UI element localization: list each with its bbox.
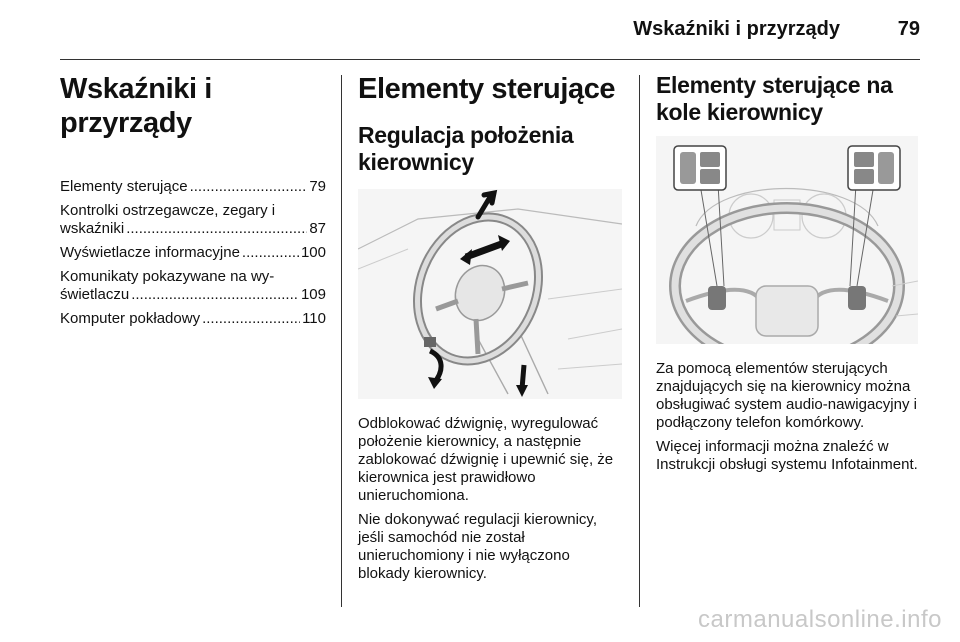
section-title: Elementy sterujące [358,73,616,105]
toc-leader-dots [190,178,308,196]
steering-adjust-column [358,72,624,589]
toc-item-title: Wyświetlacze informacyjne [60,244,240,261]
paragraph: Odblokować dźwignię, wyregulować położenie kierownicy, a następnie zablokować dźwignię i upewnić się, że kierownica jest prawidłowo unieruchomiona. [358,415,614,504]
toc-item-page: 79 [309,178,326,195]
wheel-controls-column [656,72,922,480]
running-header-title: Wskaźniki i przyrządy [633,18,840,40]
toc-item-page: 87 [309,220,326,237]
section-title: Elementy sterujące na kole kierownicy [656,72,893,125]
toc-leader-dots [126,220,307,238]
page-number: 79 [897,18,920,40]
toc-item-page: 109 [300,286,326,303]
toc-item-title: Komputer pokładowy [60,310,201,327]
toc-item-title: świetlaczu [60,286,130,303]
watermark: carmanualsonline.info [698,606,942,633]
column-divider-2 [639,75,640,607]
paragraph: Nie dokonywać regulacji kierownicy, jeśli samochód nie został unieruchomiony i nie wyłączono blokady kierownicy. [358,511,597,582]
paragraph: Więcej informacji można znaleźć w Instrukcji obsługi systemu Infotainment. [656,438,918,473]
toc-leader-dots [131,286,299,304]
toc-item-title: wskaźniki [60,220,125,237]
toc-item-title: Komunikaty pokazywane na wy- [60,268,275,285]
toc-item-page: 110 [302,310,326,327]
toc-item[interactable] [60,310,326,328]
chapter-title: Wskaźniki i przyrządy [60,73,212,139]
wheel-controls-illustration [656,136,918,344]
toc-leader-dots [202,310,300,328]
toc-item[interactable] [60,202,326,238]
toc-item[interactable] [60,268,326,304]
steering-adjust-illustration [358,189,622,399]
toc-item[interactable] [60,178,326,196]
subsection-title: Regulacja położenia kierownicy [358,122,574,175]
chapter-column [60,72,326,334]
toc-item[interactable] [60,244,326,262]
toc-item-page: 100 [300,244,326,261]
toc-item-title: Elementy sterujące [60,178,188,195]
column-divider-1 [341,75,342,607]
paragraph: Za pomocą elementów sterujących znajdujących się na kierownicy można obsługiwać system audio-nawigacyjny i podłączony telefon komórkowy. [656,360,917,431]
toc-leader-dots [242,244,299,262]
table-of-contents [60,178,326,328]
toc-item-title: Kontrolki ostrzegawcze, zegary i [60,202,276,219]
header-divider [60,59,920,60]
